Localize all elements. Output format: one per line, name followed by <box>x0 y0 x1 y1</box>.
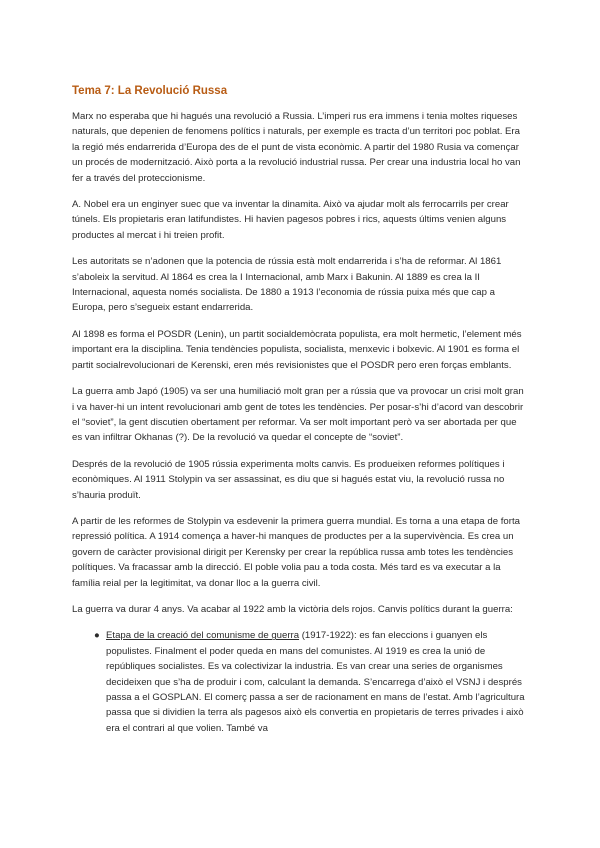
list-item <box>94 628 528 736</box>
paragraph-autoritats: Les autoritats se n’adonen que la potencia de rússia està molt endarrerida i s’ha de reformar. Al 1861 s’aboleix la servitud. Al 1864 es crea la I Internacional, amb Marx i Bakunin. Al 1889 es crea la II Internacional, aquesta només socialista. De 1880 a 1913 l’economia de rússia puixa més que cap a Europa, pero s’segueix estant endarrerida. <box>72 256 502 314</box>
paragraph-intro: Marx no esperaba que hi hagués una revolució a Russia. L’imperi rus era immens i tenia moltes riqueses naturals, que depenien de fenomens polítics i naturals, per exemple es tracta d’un territori poc poblat. Era la regió més endarrerida d’Europa des de el punt de vista econòmic. A partir del 1980 Rusia va començar un procés de modernització. Això porta a la revolució industrial russa. Per crear una industria local ho van fer a través del proteccionisme. <box>72 111 521 184</box>
bullet-list <box>72 628 528 736</box>
document-page <box>72 84 528 736</box>
paragraph-guerra-civil: La guerra va durar 4 anys. Va acabar al 1922 amb la victòria dels rojos. Canvis polítics durant la guerra: <box>72 603 513 615</box>
paragraph-stolypin: A partir de les reformes de Stolypin va esdevenir la primera guerra mundial. Es torna a una etapa de forta repressió política. A 1914 comença a haver-hi manques de productes per a la supervivència. Es crea un govern de caràcter provisional dirigit per Kerensky per crear la república russa amb totes les tendències polítiques. Va fracassar amb la direcció. El poble volia pau a toda costa. Més tard es va executar a la família reial per la legitimitat, va donar lloc a la guerra civil. <box>72 515 520 589</box>
paragraph-despres-1905: Després de la revolució de 1905 rússia experimenta molts canvis. Es produeixen reformes polítiques i econòmiques. Al 1911 Stolypin va ser assassinat, es diu que si hagués estat viu, la revolució russa no s’hauria produït. <box>72 458 505 501</box>
paragraph-nobel: A. Nobel era un enginyer suec que va inventar la dinamita. Això va ajudar molt als ferrocarrils per crear túnels. Els propietaris eran latifundistes. Hi havien pagesos pobres i rics, aquests últims venien alguns productes al mercat i hi treien profit. <box>72 199 509 241</box>
list-item-heading: Etapa de la creació del comunisme de guerra <box>106 630 300 642</box>
document-title: Tema 7: La Revolució Russa <box>72 85 228 97</box>
paragraph-posdr: Al 1898 es forma el POSDR (Lenin), un partit socialdemòcrata populista, era molt hermetic, l’element més important era la disciplina. Tenia tendències populista, socialista, menxevic i bolxevic. Al 1901 es forma el partit socialrevolucionari de Kerenski, eren més revisionistes que el POSDR pero eren forças emblants. <box>72 328 522 371</box>
bullet-icon: ● <box>94 630 100 642</box>
list-item-text: (1917-1922): es fan eleccions i guanyen els populistes. Finalment el poder queda en mans del comunistes. Al 1919 es crea la unió de repúbliques socialistes. Es va colectivizar la industria. Es van crear una series de organismes decideixen que s’ha de produir i com, calculant la demanda. S’encarrega d’això el VSNJ i després passa a el GOSPLAN. El comerç passa a ser de racionament en mans de l’estat. Amb l’agricultura passa que si dividien la terra als pagesos això els convertia en propietaris de terres privades i això era el contrari al que volien. També va <box>106 630 525 734</box>
paragraph-guerra-japo: La guerra amb Japó (1905) va ser una humiliació molt gran per a rússia que va provocar un crisi molt gran i va haver-hi un intent revolucionari amb gent de totes les tendències. Per posar-s’hi d’acord van descobrir el “soviet”, la gent discutien obertament per reformar. Va ser molt important però va ser abortada per que es van infiltrar Okhanas (?). De la revolució va quedar el concepte de “soviet”. <box>72 386 524 444</box>
